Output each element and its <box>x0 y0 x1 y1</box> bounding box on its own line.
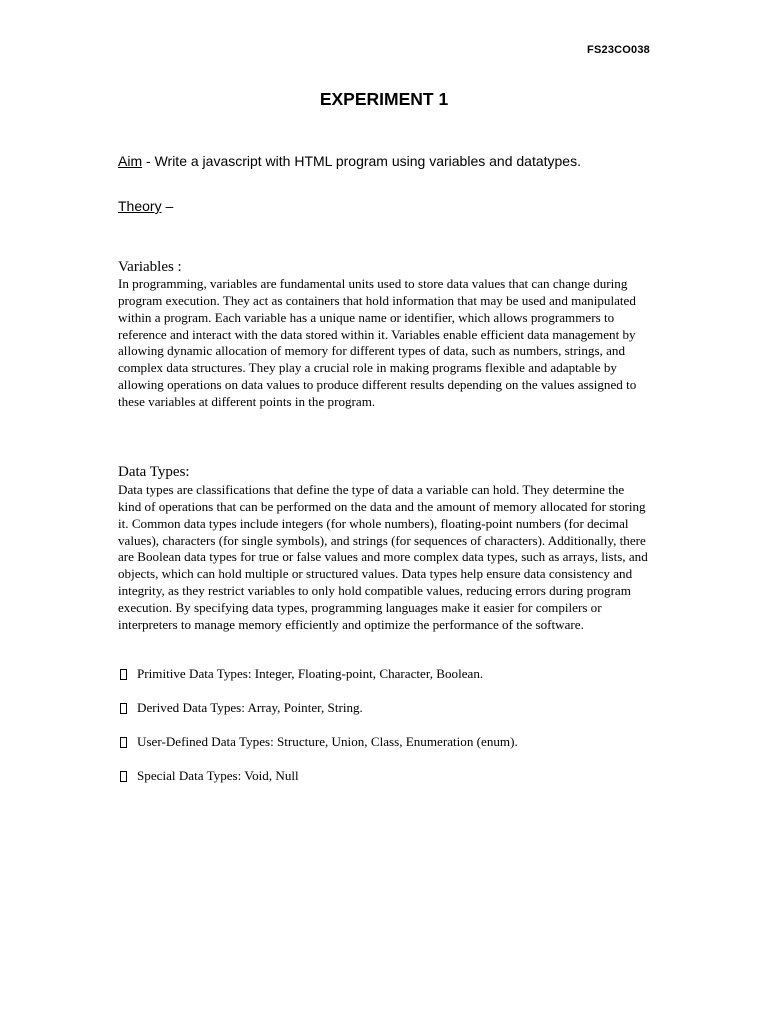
list-item-text: Special Data Types: Void, Null <box>137 768 299 783</box>
list-item-text: Derived Data Types: Array, Pointer, String. <box>137 700 363 715</box>
theory-label: Theory <box>118 198 162 214</box>
bullet-box-icon <box>120 703 127 714</box>
variables-heading: Variables : <box>118 259 182 275</box>
data-types-heading: Data Types: <box>118 464 190 480</box>
aim-line <box>118 153 581 169</box>
bullet-box-icon <box>120 669 127 680</box>
list-item <box>118 700 363 716</box>
document-id: FS23CO038 <box>587 44 650 56</box>
bullet-box-icon <box>120 771 127 782</box>
theory-heading <box>118 198 173 214</box>
list-item <box>118 768 299 784</box>
list-item-text: Primitive Data Types: Integer, Floating-point, Character, Boolean. <box>137 666 484 681</box>
list-item <box>118 734 518 750</box>
aim-label: Aim <box>118 153 143 169</box>
aim-text: - Write a javascript with HTML program using variables and datatypes. <box>142 153 581 169</box>
data-types-paragraph: Data types are classifications that define the type of data a variable can hold. They determine the kind of operations that can be performed on the data and the amount of memory allocated for storing it. Common data types include integers (for whole numbers), floating-point numbers (for decimal values), characters (for single symbols), and strings (for sequences of characters). Additionally, there are Boolean data types for true or false values and more complex data types, such as arrays, lists, and objects, which can hold multiple or structured values. Data types help ensure data consistency and integrity, as they restrict variables to only hold compatible values, reducing errors during program execution. By specifying data types, programming languages make it easier for compilers or interpreters to manage memory efficiently and optimize the performance of the software. <box>118 482 648 632</box>
list-item <box>118 666 483 682</box>
theory-suffix: – <box>161 198 174 214</box>
variables-paragraph: In programming, variables are fundamental units used to store data values that can change during program execution. They act as containers that hold information that may be used and manipulated within a program. Each variable has a unique name or identifier, which allows programmers to reference and interact with the data stored within it. Variables enable efficient data management by allowing dynamic allocation of memory for different types of data, such as numbers, strings, and complex data structures. They play a crucial role in making programs flexible and adaptable by allowing operations on data values to produce different results depending on the values assigned to these variables at different points in the program. <box>118 276 637 409</box>
bullet-box-icon <box>120 737 127 748</box>
page-title: EXPERIMENT 1 <box>319 89 449 109</box>
list-item-text: User-Defined Data Types: Structure, Union, Class, Enumeration (enum). <box>137 734 518 749</box>
